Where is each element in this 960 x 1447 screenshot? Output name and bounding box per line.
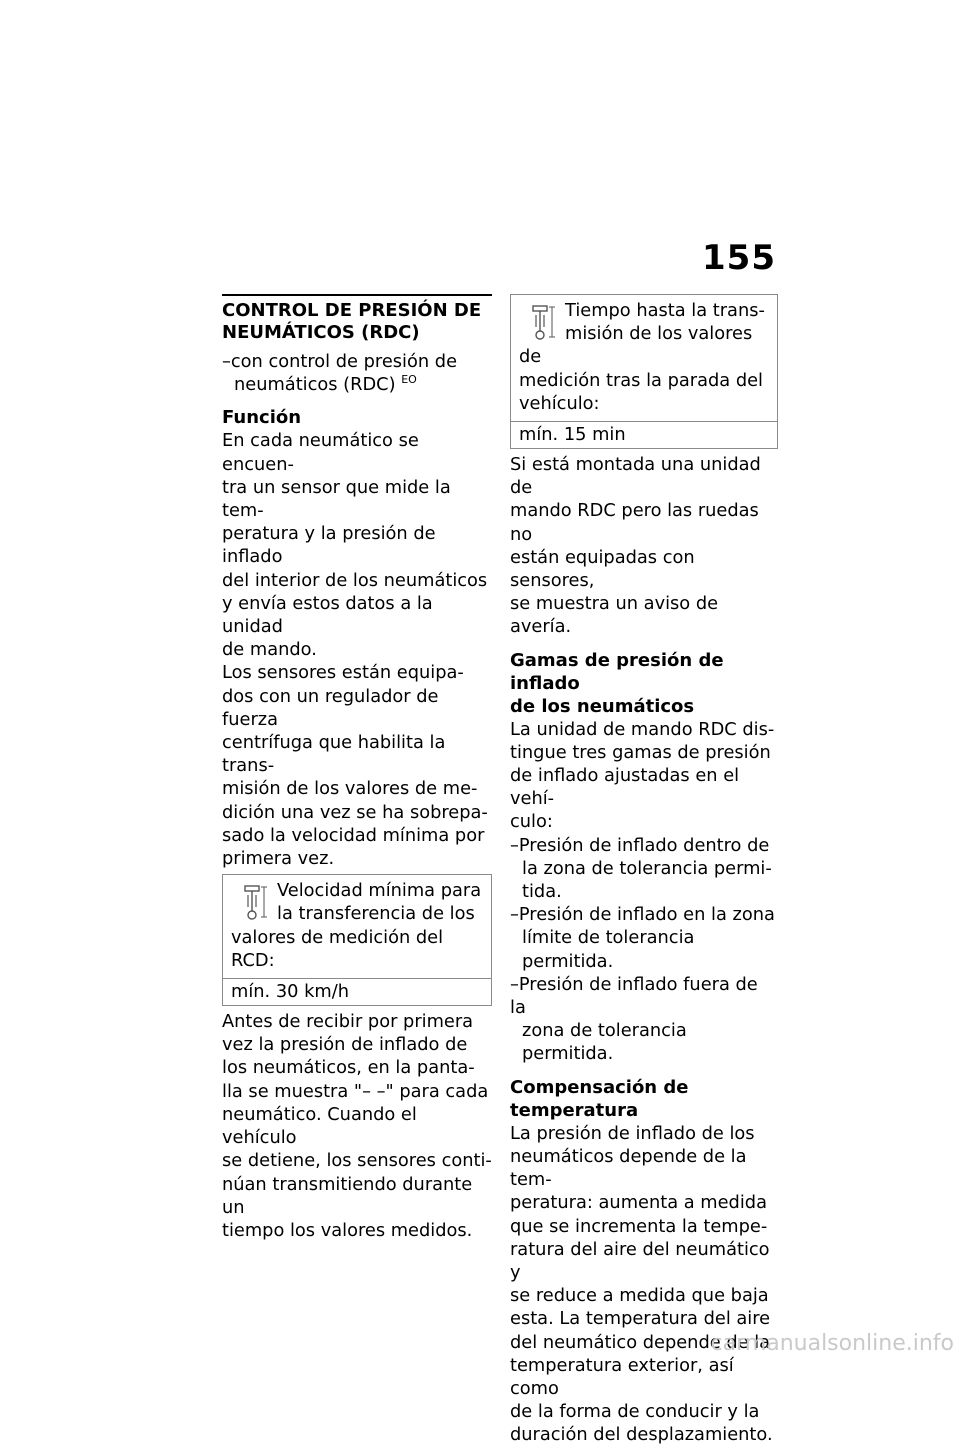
text-line: valores de medición del RCD: xyxy=(231,926,444,971)
list-item xyxy=(510,834,778,904)
text-line: de la forma de conducir y la xyxy=(510,1401,760,1423)
text-line: tra un sensor que mide la tem- xyxy=(222,476,451,522)
fault-paragraph xyxy=(510,453,778,639)
text-line: de mando. xyxy=(222,639,317,661)
watermark: carmanualsonline.info xyxy=(710,1331,954,1356)
ranges-heading-line: Gamas de presión de inflado xyxy=(510,649,724,694)
ranges-heading xyxy=(510,649,778,718)
text-line: dos con un regulador de fuerza xyxy=(222,685,439,730)
text-line: sado la velocidad mínima por xyxy=(222,824,485,846)
text-line: –Presión de inflado en la zona xyxy=(510,904,775,926)
spec-header xyxy=(511,295,777,422)
spec-text xyxy=(231,879,485,972)
text-line: Si está montada una unidad de xyxy=(510,454,761,499)
left-column xyxy=(222,294,492,1242)
tire-gauge-icon xyxy=(527,303,557,343)
spec-value: mín. 15 min xyxy=(519,424,626,446)
text-line: vez la presión de inflado de xyxy=(222,1034,468,1056)
text-line: tida. xyxy=(522,881,562,903)
compensation-paragraph xyxy=(510,1122,778,1447)
text-line: temperatura exterior, así como xyxy=(510,1354,734,1399)
text-line: vehículo: xyxy=(519,392,600,414)
list-item xyxy=(510,973,778,1066)
text-line: centrífuga que habilita la trans- xyxy=(222,732,446,777)
text-line: Antes de recibir por primera xyxy=(222,1011,474,1033)
text-line: lla se muestra "– –" para cada xyxy=(222,1080,489,1102)
text-line: –Presión de inflado fuera de la xyxy=(510,973,758,1019)
text-line: están equipadas con sensores, xyxy=(510,546,695,592)
ranges-paragraph xyxy=(510,718,778,834)
tire-gauge-icon xyxy=(239,883,269,923)
text-line: ratura del aire del neumático y xyxy=(510,1238,770,1283)
text-line: La unidad de mando RDC dis- xyxy=(510,718,775,740)
text-line: Tiempo hasta la trans- xyxy=(565,300,765,321)
spec-header xyxy=(223,875,491,979)
spec-value: mín. 30 km/h xyxy=(231,981,349,1003)
list-item xyxy=(510,903,778,973)
function-heading: Función xyxy=(222,407,302,429)
text-line: límite de tolerancia permitida. xyxy=(522,927,695,972)
text-line: culo: xyxy=(510,811,553,833)
text-line: neumáticos depende de la tem- xyxy=(510,1145,747,1191)
spec-box-transmission-time xyxy=(510,294,778,449)
text-line: –Presión de inflado dentro de xyxy=(510,834,770,856)
text-line: dición una vez se ha sobrepa- xyxy=(222,801,488,823)
text-line: misión de los valores de me- xyxy=(222,778,478,800)
text-line: zona de tolerancia permitida. xyxy=(522,1020,687,1065)
text-line: la transferencia de los xyxy=(277,903,475,925)
compensation-heading xyxy=(510,1076,778,1122)
right-column xyxy=(510,294,778,1447)
text-line: peratura y la presión de inflado xyxy=(222,523,436,568)
compensation-heading-line: temperatura xyxy=(510,1099,639,1121)
equipment-superscript: EO xyxy=(401,373,417,387)
text-line: Los sensores están equipa- xyxy=(222,662,464,684)
spec-box-min-speed xyxy=(222,874,492,1006)
section-title-line: CONTROL DE PRESIÓN DE xyxy=(222,300,482,321)
text-line: y envía estos datos a la unidad xyxy=(222,592,433,638)
equipment-note xyxy=(222,350,492,396)
text-line: tingue tres gamas de presión xyxy=(510,741,771,763)
text-line: esta. La temperatura del aire xyxy=(510,1308,771,1330)
text-line: Velocidad mínima para xyxy=(277,880,482,902)
text-line: que se incrementa la tempe- xyxy=(510,1215,768,1237)
text-line: medición tras la parada del xyxy=(519,369,763,391)
text-line: de inflado ajustadas en el vehí- xyxy=(510,765,740,810)
text-line: primera vez. xyxy=(222,848,335,870)
text-line: neumático. Cuando el vehículo xyxy=(222,1103,417,1149)
text-line: tiempo los valores medidos. xyxy=(222,1219,473,1241)
text-line: misión de los valores de xyxy=(519,323,753,368)
text-line: se muestra un aviso de avería. xyxy=(510,593,719,638)
ranges-heading-line: de los neumáticos xyxy=(510,695,695,717)
text-line: mando RDC pero las ruedas no xyxy=(510,500,759,545)
equipment-line: neumáticos (RDC) $^{EO}$ xyxy=(234,373,417,396)
section-title xyxy=(222,300,492,344)
function-paragraph xyxy=(222,429,492,661)
text-line: la zona de tolerancia permi- xyxy=(522,857,772,879)
section-rule xyxy=(222,294,492,296)
ranges-list xyxy=(510,834,778,1066)
page-number: 155 xyxy=(702,238,776,278)
text-line: La presión de inflado de los xyxy=(510,1122,755,1144)
text-line: peratura: aumenta a medida xyxy=(510,1192,767,1214)
text-line: duración del desplazamiento. xyxy=(510,1424,773,1446)
sensor-paragraph xyxy=(222,661,492,870)
text-line: se reduce a medida que baja xyxy=(510,1285,769,1307)
text-line: En cada neumático se encuen- xyxy=(222,430,419,475)
text-line: se detiene, los sensores conti- xyxy=(222,1150,492,1172)
text-line: los neumáticos, en la panta- xyxy=(222,1057,475,1079)
display-paragraph xyxy=(222,1010,492,1242)
compensation-heading-line: Compensación de xyxy=(510,1076,689,1098)
text-line: núan transmitiendo durante un xyxy=(222,1173,473,1218)
text-line: del neumático depende de la xyxy=(510,1331,771,1353)
text-line: del interior de los neumáticos xyxy=(222,569,488,591)
equipment-line: –con control de presión de xyxy=(222,351,458,372)
section-title-line: NEUMÁTICOS (RDC) xyxy=(222,322,420,343)
